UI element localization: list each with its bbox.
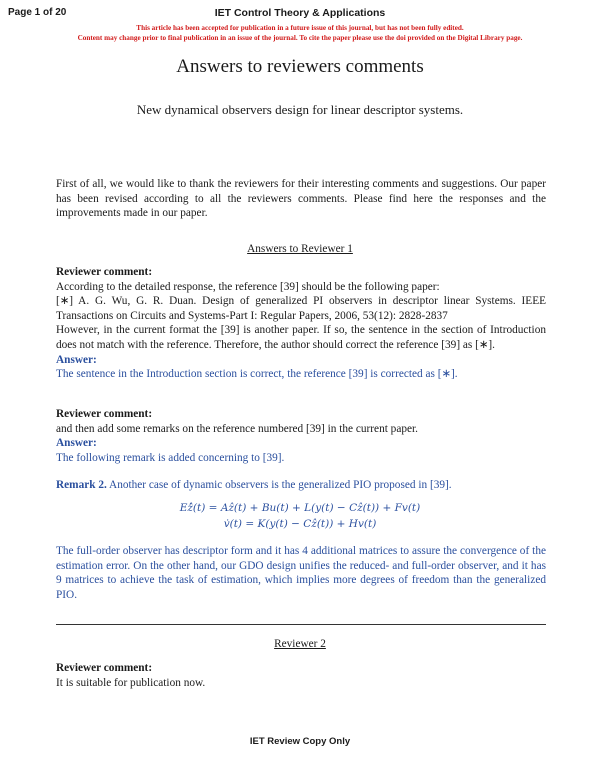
answer-label: Answer: xyxy=(56,437,97,450)
remark-intro: Another case of dynamic observers is the generalized PIO proposed in [39]. xyxy=(109,479,452,491)
comment-label: Reviewer comment: xyxy=(56,662,153,674)
answer-text: The sentence in the Introduction section is correct, the reference [39] is corrected as [∗]. xyxy=(56,368,458,381)
reviewer-2-heading: Reviewer 2 xyxy=(274,638,326,650)
journal-title: IET Control Theory & Applications xyxy=(214,7,386,19)
observer-equations xyxy=(0,500,600,532)
paper-title: New dynamical observers design for linear descriptor systems. xyxy=(136,102,464,117)
publication-notice-line-1: This article has been accepted for publication in a future issue of this journal, but has not been fully edited. xyxy=(136,24,464,32)
remark-label: Remark 2. xyxy=(56,479,107,491)
comment-reference: [∗] A. G. Wu, G. R. Duan. Design of generalized PI observers in descriptor linear Systems. IEEE Transactions on Circuits and Systems-Part I: Regular Papers, 2006, 53(12): 2828-2837 xyxy=(56,295,546,322)
publication-notice-line-2: Content may change prior to final publication in an issue of the journal. To cite the paper please use the doi provided on the Digital Library page. xyxy=(77,34,523,42)
intro-paragraph: First of all, we would like to thank the reviewers for their interesting comments and suggestions. Our paper has been revised according to all the reviewers comments. Please find here the responses and the improvements made in our paper. xyxy=(56,178,546,220)
answer-text: The following remark is added concerning to [39]. xyxy=(56,451,285,464)
answer-label: Answer: xyxy=(56,353,97,366)
section-divider xyxy=(56,624,546,625)
remark-2 xyxy=(56,478,546,493)
reviewer-1-comment-1 xyxy=(56,265,546,382)
comment-text: According to the detailed response, the reference [39] should be the following paper: xyxy=(56,280,440,293)
comment-text: It is suitable for publication now. xyxy=(56,676,206,689)
comment-text-continued: However, in the current format the [39] is another paper. If so, the sentence in the section of Introduction does not match with the reference. Therefore, the author should correct the reference [39] as [∗]. xyxy=(56,324,546,351)
remark-body: The full-order observer has descriptor form and it has 4 additional matrices to assure the convergence of the estimation error. On the other hand, our GDO design unifies the reduced- and full-order observer, and it has 9 matrices to achieve the task of estimation, which implies more degrees of freedom than the generalized PIO. xyxy=(56,545,546,601)
page-number: Page 1 of 20 xyxy=(8,7,67,18)
comment-text: and then add some remarks on the reference numbered [39] in the current paper. xyxy=(56,422,418,435)
equation-1: Eẑ̇(t) = Aẑ(t) + Bu(t) + L(y(t) − Cẑ(t)) + Fv(t) xyxy=(179,502,421,514)
footer-copy-notice: IET Review Copy Only xyxy=(249,736,351,747)
reviewer-1-heading: Answers to Reviewer 1 xyxy=(247,243,353,255)
reviewer-1-comment-2 xyxy=(56,407,546,465)
comment-label: Reviewer comment: xyxy=(56,266,153,278)
document-title: Answers to reviewers comments xyxy=(176,56,424,77)
reviewer-2-comment xyxy=(56,661,546,690)
comment-label: Reviewer comment: xyxy=(56,408,153,420)
equation-2: v̇(t) = K(y(t) − Cẑ(t)) + Hv(t) xyxy=(223,518,377,530)
